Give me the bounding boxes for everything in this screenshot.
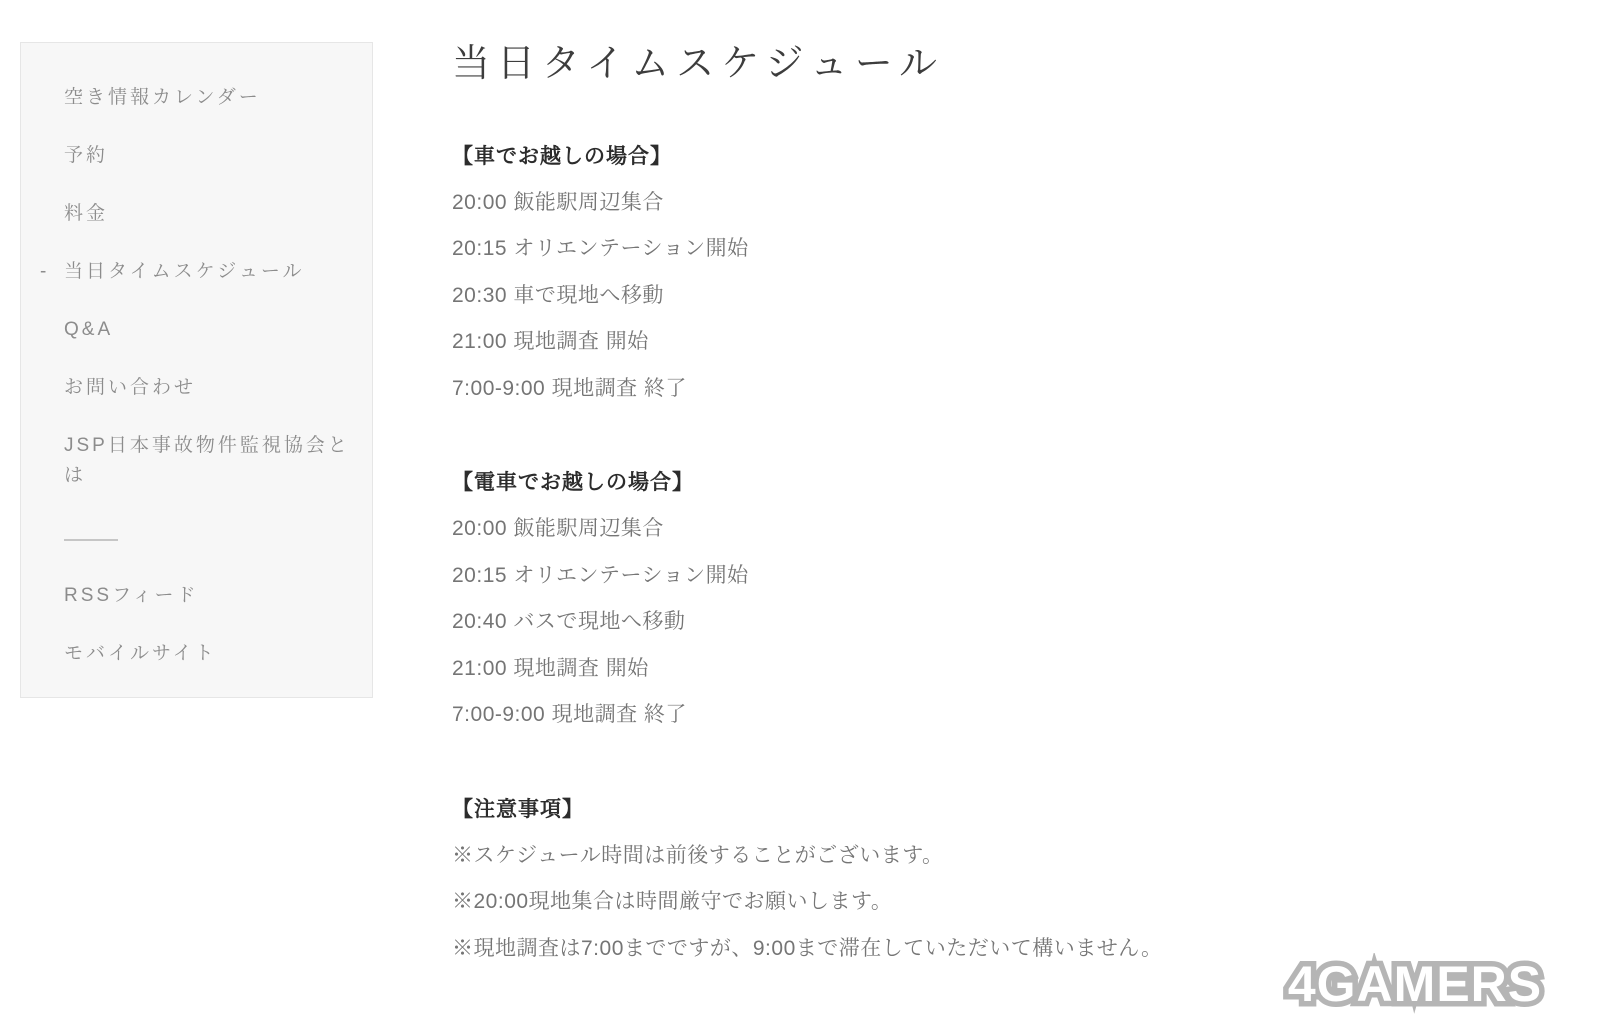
sidebar-item-qa[interactable] (64, 301, 352, 359)
sidebar-item-day-schedule[interactable] (40, 243, 352, 301)
sidebar-item-rss-feed[interactable] (64, 567, 352, 625)
schedule-line: 20:30 車で現地へ移動 (452, 283, 664, 307)
schedule-line: 20:15 オリエンテーション開始 (452, 237, 749, 261)
sidebar-footer-nav (64, 567, 352, 683)
sidebar-item-mobile-site[interactable] (64, 625, 352, 683)
section-by-train (452, 460, 1332, 739)
sidebar-item-label: RSSフィード (64, 585, 199, 606)
sidebar (20, 42, 373, 698)
4gamers-watermark-logo (1270, 953, 1560, 1024)
schedule-line: 7:00-9:00 現地調査 終了 (452, 376, 687, 400)
schedule-line: 21:00 現地調査 開始 (452, 330, 649, 354)
sidebar-item-contact[interactable] (64, 359, 352, 417)
note-line: ※現地調査は7:00までですが、9:00まで滞在していただいて構いません。 (452, 936, 1163, 960)
section-by-car (452, 134, 1332, 413)
schedule-line: 7:00-9:00 現地調査 終了 (452, 703, 687, 727)
note-line: ※20:00現地集合は時間厳守でお願いします。 (452, 890, 893, 914)
sidebar-item-label: 料金 (64, 203, 109, 224)
main-content (452, 42, 1332, 972)
sidebar-item-label: モバイルサイト (64, 643, 217, 664)
sidebar-nav (40, 69, 352, 505)
sidebar-item-label: 予約 (64, 145, 109, 166)
active-item-marker: - (40, 261, 50, 282)
section-heading: 【車でお越しの場合】 (452, 144, 672, 168)
section-heading: 【電車でお越しの場合】 (452, 471, 694, 495)
section-heading: 【注意事項】 (452, 797, 584, 821)
sidebar-item-label: 当日タイムスケジュール (64, 261, 305, 282)
sidebar-item-label: お問い合わせ (64, 377, 197, 398)
schedule-line: 20:40 バスで現地へ移動 (452, 610, 686, 634)
schedule-line: 20:00 飯能駅周辺集合 (452, 517, 664, 541)
schedule-line: 21:00 現地調査 開始 (452, 656, 649, 680)
sidebar-item-label: Q&A (64, 319, 114, 340)
schedule-line: 20:15 オリエンテーション開始 (452, 563, 749, 587)
sidebar-item-availability-calendar[interactable] (64, 69, 352, 127)
sidebar-item-label: JSP日本事故物件監視協会とは (64, 435, 350, 486)
note-line: ※スケジュール時間は前後することがございます。 (452, 843, 944, 867)
schedule-line: 20:00 飯能駅周辺集合 (452, 190, 664, 214)
section-notes (452, 787, 1332, 973)
sidebar-item-label: 空き情報カレンダー (64, 87, 261, 108)
watermark-text: 4GAMERS (1287, 956, 1543, 1012)
sidebar-divider (64, 539, 118, 541)
page-title: 当日タイムスケジュール (452, 43, 944, 85)
sidebar-item-fees[interactable] (64, 185, 352, 243)
sidebar-item-about-jsp[interactable] (64, 417, 352, 505)
sidebar-item-reservation[interactable] (64, 127, 352, 185)
watermark-svg (1270, 953, 1560, 1019)
